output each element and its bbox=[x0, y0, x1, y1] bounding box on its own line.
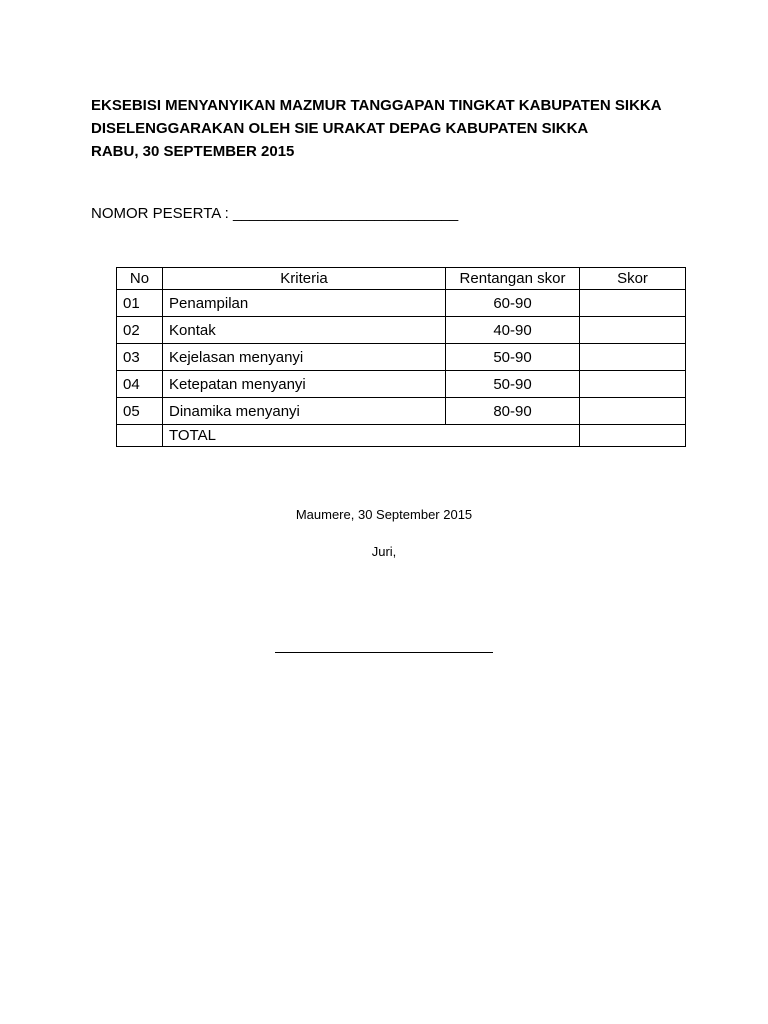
row-score-cell bbox=[580, 398, 686, 425]
row-criterion: Ketepatan menyanyi bbox=[163, 371, 446, 398]
total-number-cell bbox=[117, 425, 163, 447]
row-number: 02 bbox=[117, 317, 163, 344]
signature-line bbox=[275, 652, 493, 653]
row-number: 04 bbox=[117, 371, 163, 398]
total-row bbox=[117, 425, 686, 447]
table-header-row bbox=[117, 268, 686, 290]
row-score-cell bbox=[580, 317, 686, 344]
row-number: 03 bbox=[117, 344, 163, 371]
row-score-range: 50-90 bbox=[446, 371, 580, 398]
column-header-no: No bbox=[117, 268, 163, 290]
row-score-cell bbox=[580, 290, 686, 317]
header-date: RABU, 30 SEPTEMBER 2015 bbox=[91, 143, 295, 160]
table-row bbox=[117, 344, 686, 371]
row-score-range: 50-90 bbox=[446, 344, 580, 371]
table-row bbox=[117, 371, 686, 398]
row-criterion: Kontak bbox=[163, 317, 446, 344]
column-header-skor: Skor bbox=[580, 268, 686, 290]
total-score-cell bbox=[580, 425, 686, 447]
table-row bbox=[117, 290, 686, 317]
judge-label: Juri, bbox=[371, 544, 397, 559]
row-criterion: Penampilan bbox=[163, 290, 446, 317]
total-label: TOTAL bbox=[163, 425, 580, 447]
table-row bbox=[117, 398, 686, 425]
row-criterion: Dinamika menyanyi bbox=[163, 398, 446, 425]
score-table bbox=[116, 267, 686, 447]
row-score-cell bbox=[580, 344, 686, 371]
row-score-range: 60-90 bbox=[446, 290, 580, 317]
row-score-range: 40-90 bbox=[446, 317, 580, 344]
participant-number-field: NOMOR PESERTA : ___________________________ bbox=[91, 205, 459, 222]
row-score-cell bbox=[580, 371, 686, 398]
row-criterion: Kejelasan menyanyi bbox=[163, 344, 446, 371]
document-header bbox=[91, 94, 662, 163]
column-header-rentangan: Rentangan skor bbox=[446, 268, 580, 290]
header-organizer: DISELENGGARAKAN OLEH SIE URAKAT DEPAG KABUPATEN SIKKA bbox=[91, 120, 589, 137]
row-number: 05 bbox=[117, 398, 163, 425]
header-title: EKSEBISI MENYANYIKAN MAZMUR TANGGAPAN TINGKAT KABUPATEN SIKKA bbox=[91, 97, 662, 114]
table-row bbox=[117, 317, 686, 344]
place-date: Maumere, 30 September 2015 bbox=[295, 507, 473, 522]
row-number: 01 bbox=[117, 290, 163, 317]
column-header-kriteria: Kriteria bbox=[163, 268, 446, 290]
row-score-range: 80-90 bbox=[446, 398, 580, 425]
